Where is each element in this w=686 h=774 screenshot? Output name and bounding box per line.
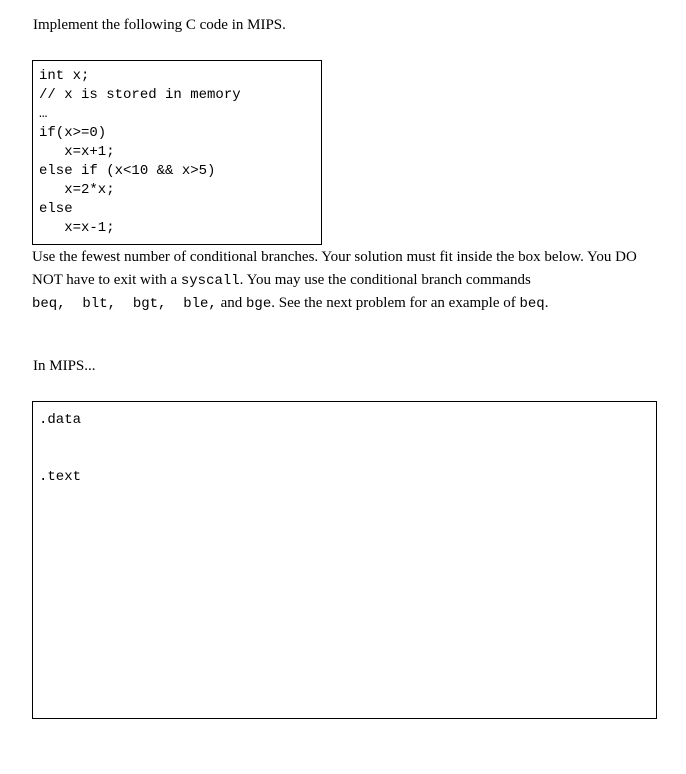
code-line-if: if(x>=0) [39, 125, 107, 141]
mips-answer-box[interactable] [32, 401, 657, 719]
instructions-text-5: . [544, 295, 549, 311]
code-line-else-if-body: x=2*x; [39, 182, 115, 198]
code-line-else-body: x=x-1; [39, 220, 115, 236]
syscall-code: syscall [180, 272, 240, 289]
answer-line-blank[interactable] [39, 449, 656, 468]
answer-label: In MIPS... [33, 358, 96, 374]
instructions-text-1: Use the fewest number of conditional branches. Your solution must fit inside the box below. You DO NOT have to exit with a [32, 249, 637, 288]
bge-code: bge [246, 296, 272, 312]
instructions-text-3: and [216, 295, 247, 311]
answer-line-data-directive[interactable]: .data [39, 412, 82, 428]
beq-code: beq [519, 296, 545, 312]
c-code-box [32, 60, 322, 245]
answer-line-blank[interactable] [39, 430, 656, 449]
code-line-else: else [39, 201, 73, 217]
code-line-comment: // x is stored in memory [39, 87, 241, 103]
code-line-declaration: int x; [39, 68, 90, 84]
instructions-text-2: . You may use the conditional branch commands [239, 271, 531, 288]
code-line-else-if: else if (x<10 && x>5) [39, 163, 216, 179]
branch-commands-code: beq, blt, bgt, ble, [32, 296, 217, 312]
code-line-ellipsis: … [39, 106, 48, 122]
instructions-paragraph [32, 246, 662, 316]
intro-text: Implement the following C code in MIPS. [33, 17, 286, 33]
code-line-if-body: x=x+1; [39, 144, 115, 160]
instructions-text-4: . See the next problem for an example of [271, 295, 520, 311]
answer-line-text-directive[interactable]: .text [39, 469, 82, 485]
